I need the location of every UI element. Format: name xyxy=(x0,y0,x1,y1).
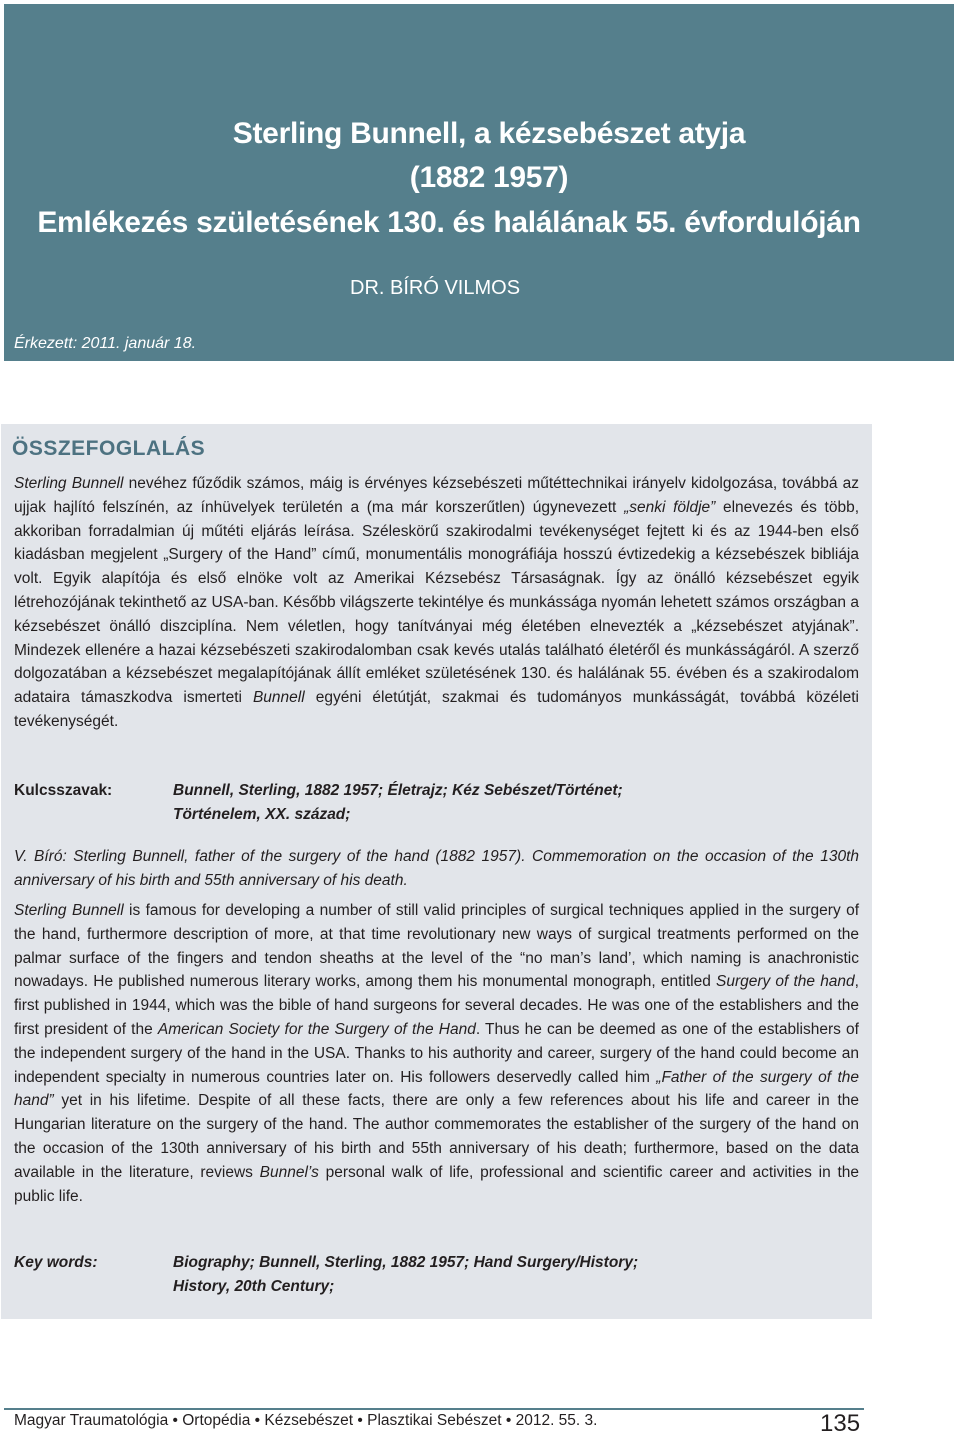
en-text-part4: yet in his lifetime. Despite of all these facts, there are only a few references about his life and career in the Hungarian literature on the surgery of the hand. The author commemorates the establisher of the surgery of the hand on the occasion of the 130th anniversary of his birth and 55th anniversary of his death; furthermore, based on the data available in the literature, reviews xyxy=(14,1092,859,1181)
en-bunnel-italic: Bunnel’s xyxy=(259,1163,319,1181)
hu-bunnell-italic: Bunnell xyxy=(252,689,305,707)
en-society-italic: American Society for the Surgery of the Hand xyxy=(157,1020,476,1038)
journal-footer: Magyar Traumatológia • Ortopédia • Kézsebészet • Plasztikai Sebészet • 2012. 55. 3. xyxy=(14,1412,598,1429)
hu-keywords-line1: Bunnell, Sterling, 1882 1957; Életrajz; Kéz Sebészet/Történet; xyxy=(173,782,623,799)
hu-quote-italic: „senki földje” xyxy=(624,498,716,516)
received-date: Érkezett: 2011. január 18. xyxy=(14,335,197,352)
en-text-part3: . Thus he can be deemed as one of the establishers of the independent surgery of the hand in the USA. Thanks to his authority and career, surgery of the hand could become an independent specialty in numerous countries later on. His followers deservedly called him xyxy=(14,1020,859,1086)
en-keywords-line2: History, 20th Century; xyxy=(173,1278,335,1295)
english-abstract xyxy=(14,899,859,1208)
hu-text-part1: nevéhez fűződik számos, máig is érvényes kézsebészeti műtéttechnikai irányelv kidolgozása, továbbá az ujjak hajlító felszínén, az ínhüvelyek területén a (ma már korszerűtlen) úgynevezett xyxy=(14,475,859,516)
en-text-part5: personal walk of life, professional and scientific career and activities in the public life. xyxy=(14,1163,860,1205)
section-title: ÖSSZEFOGLALÁS xyxy=(12,437,206,460)
hu-name-italic: Sterling Bunnell xyxy=(14,475,124,492)
hu-keywords-label: Kulcsszavak: xyxy=(14,782,113,799)
hu-text-part3: egyéni életútját, szakmai és tudományos munkásságát, továbbá közéleti tevékenységét. xyxy=(14,689,859,730)
en-keywords-label: Key words: xyxy=(14,1254,98,1271)
en-text-part1: is famous for developing a number of still valid principles of surgical techniques applied in the surgery of the hand, furthermore description of more, at that time revolutionary new ways of surgical treatments performed on the palmar surface of the fingers and tendon sheaths at the level of the “no man’s land’, which naming is anachronistic nowadays. He published numerous literary works, among them his monumental monograph, entitled xyxy=(14,902,859,991)
en-keywords xyxy=(173,1251,853,1299)
article-header xyxy=(4,4,954,361)
english-title: V. Bíró: Sterling Bunnell, father of the surgery of the hand (1882 1957). Commemoration on the occasion of the 130th anniversary of his birth and 55th anniversary of his death. xyxy=(14,848,859,889)
article-title-line2: (1882 1957) xyxy=(409,161,569,194)
article-subtitle: Emlékezés születésének 130. és halálának 55. évfordulóján xyxy=(37,206,861,239)
en-book-italic: Surgery of the hand xyxy=(715,973,855,991)
page-number: 135 xyxy=(820,1410,861,1437)
footer-divider xyxy=(4,1408,864,1410)
hu-keywords-line2: Történelem, XX. század; xyxy=(173,806,351,823)
en-name-italic: Sterling Bunnell xyxy=(14,902,124,919)
hu-keywords xyxy=(173,779,853,827)
en-father-italic: „Father of the surgery of the hand” xyxy=(14,1068,860,1110)
en-text-part2: , first published in 1944, which was the bible of hand surgeons for several decades. He was one of the establishers and the first president of the xyxy=(14,973,859,1038)
article-title-line1: Sterling Bunnell, a kézsebészet atyja xyxy=(232,117,746,150)
hungarian-abstract xyxy=(14,472,859,734)
en-keywords-line1: Biography; Bunnell, Sterling, 1882 1957; Hand Surgery/History; xyxy=(173,1254,639,1271)
hu-text-part2: elnevezés és több, akkoriban forradalmian új műtéti eljárás leírása. Széleskörű szakirodalmi tevékenységet fejtett ki és az 1944-ben első kiadásban megjelent „Surgery of the Hand” című, monumentális monográfiája hosszú évtizedekig a kézsebészek bibliája volt. Egyik alapítója és első elnöke volt az Amerikai Kézsebész Társaságnak. Így az önálló kézsebészet egyik létrehozójának tekinthető az USA-ban. Később világszerte tekintélye és munkássága nyomán lehetett számos országban a kézsebészet önálló diszciplína. Nem véletlen, hogy tanítványai még életében elnevezték a „kézsebészet atyjának”. Mindezek ellenére a hazai kézsebészeti szakirodalomban csak kevés utalás található életéről és munkásságáról. A szerző dolgozatában a kézsebészet megalapítójának állít emléket születésének 130. és halálának 55. évében és a szakirodalom adataira támaszkodva ismerteti xyxy=(14,498,859,707)
author-name: DR. BÍRÓ VILMOS xyxy=(350,277,521,299)
